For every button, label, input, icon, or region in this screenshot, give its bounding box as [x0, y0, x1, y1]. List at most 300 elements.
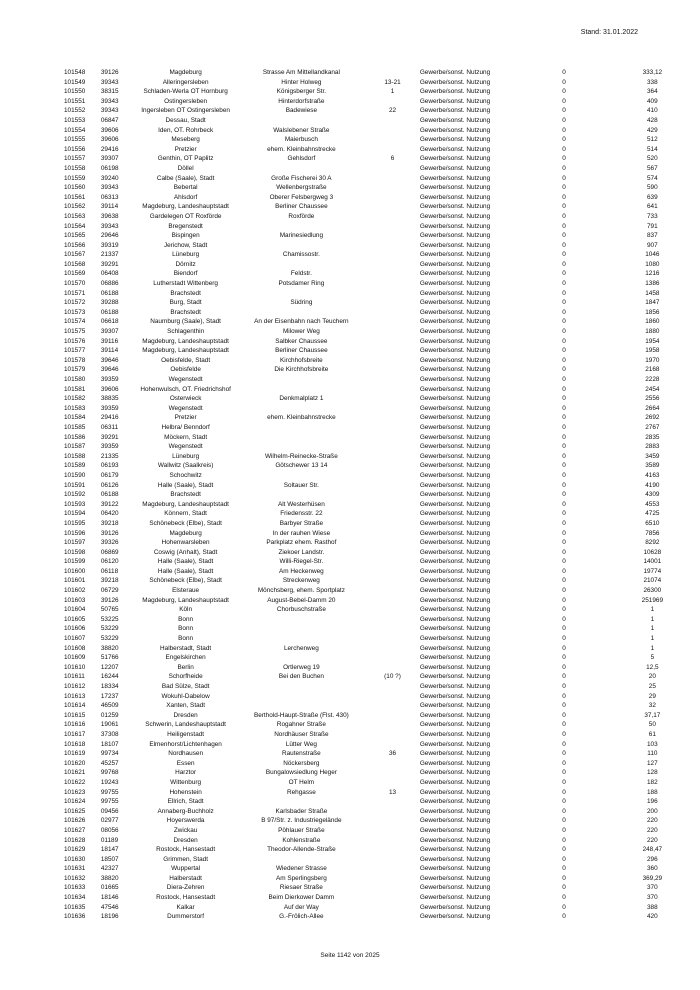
postal-code-cell: 38835	[100, 395, 119, 403]
house-number-cell	[365, 615, 420, 625]
area-cell: 2883	[645, 443, 660, 451]
street-cell: Rogahner Straße	[276, 721, 326, 729]
row-id-cell: 101576	[64, 337, 86, 345]
row-id-cell: 101633	[64, 884, 86, 892]
table-row	[64, 836, 700, 846]
area-cell: 420	[647, 913, 658, 921]
street-cell: Rehgasse	[286, 788, 316, 796]
usage-type-cell: Gewerbe/sonst. Nutzung	[419, 778, 491, 786]
table-row	[64, 145, 700, 155]
street-cell: Wiedener Strasse	[275, 865, 327, 873]
table-row	[64, 154, 700, 164]
row-id-cell: 101590	[64, 471, 86, 479]
postal-code-cell: 06126	[100, 481, 119, 489]
count-cell: 0	[562, 404, 566, 412]
table-row	[64, 903, 700, 913]
usage-type-cell: Gewerbe/sonst. Nutzung	[419, 251, 491, 259]
row-id-cell: 101612	[64, 683, 86, 690]
city-cell: Hohenstein	[169, 788, 202, 796]
street-cell	[238, 634, 366, 644]
usage-type-cell: Gewerbe/sonst. Nutzung	[419, 184, 491, 192]
street-cell: Maierbusch	[284, 136, 318, 144]
postal-code-cell: 38820	[100, 644, 119, 652]
house-number-cell	[365, 452, 420, 462]
row-id-cell: 101608	[64, 644, 86, 652]
street-cell: Badewiese	[285, 107, 317, 115]
house-number-cell: (10 ?)	[384, 673, 401, 681]
area-cell: 388	[647, 903, 658, 911]
city-cell: Schorfheide	[168, 673, 203, 681]
row-id-cell: 101559	[64, 174, 86, 182]
row-id-cell: 101562	[64, 203, 86, 211]
row-id-cell: 101596	[64, 529, 86, 537]
city-cell: Osterwieck	[169, 395, 202, 403]
area-cell: 333,12	[642, 69, 663, 76]
street-cell: Theodor-Allende-Straße	[267, 846, 336, 854]
row-id-cell: 101566	[64, 241, 86, 249]
row-id-cell: 101625	[64, 807, 86, 815]
usage-type-cell: Gewerbe/sonst. Nutzung	[419, 673, 491, 681]
count-cell: 0	[562, 539, 566, 547]
table-row	[64, 365, 700, 375]
table-row	[64, 164, 700, 174]
table-row	[64, 893, 700, 903]
area-cell: 20	[648, 673, 656, 681]
usage-type-cell: Gewerbe/sonst. Nutzung	[419, 385, 491, 393]
area-cell: 1386	[645, 280, 660, 288]
count-cell: 0	[562, 280, 566, 288]
postal-code-cell: 99734	[100, 750, 119, 758]
area-cell: 364	[647, 88, 658, 96]
house-number-cell	[365, 193, 420, 203]
row-id-cell: 101549	[64, 78, 86, 86]
usage-type-cell: Gewerbe/sonst. Nutzung	[419, 558, 491, 566]
street-cell: Soltauer Str.	[283, 481, 319, 489]
street-cell: Willi-Riegel-Str.	[279, 558, 324, 566]
usage-type-cell: Gewerbe/sonst. Nutzung	[419, 826, 491, 834]
table-row	[64, 327, 700, 337]
row-id-cell: 101621	[64, 769, 86, 777]
table-row	[64, 116, 700, 126]
area-cell: 248,47	[642, 846, 663, 854]
area-cell: 360	[647, 865, 658, 873]
postal-code-cell: 99768	[100, 769, 119, 777]
postal-code-cell: 21335	[100, 452, 119, 460]
usage-type-cell: Gewerbe/sonst. Nutzung	[419, 78, 491, 86]
street-cell: Friedensstr. 22	[280, 510, 323, 518]
street-cell: Mönchsberg, ehem. Sportplatz	[257, 587, 345, 595]
postal-code-cell: 06188	[100, 289, 119, 297]
table-row	[64, 423, 700, 433]
postal-code-cell: 39343	[100, 222, 119, 230]
area-cell: 1	[650, 606, 655, 614]
city-cell: Halle (Saale), Stadt	[157, 481, 214, 489]
table-row	[64, 279, 700, 289]
row-id-cell: 101589	[64, 462, 86, 470]
usage-type-cell: Gewerbe/sonst. Nutzung	[419, 97, 491, 105]
count-cell: 0	[562, 644, 566, 652]
count-cell: 0	[562, 347, 566, 355]
area-cell: 512	[647, 136, 658, 144]
usage-type-cell: Gewerbe/sonst. Nutzung	[419, 836, 491, 844]
street-cell: Oberer Felsbergweg 3	[269, 193, 334, 201]
count-cell: 0	[562, 615, 566, 623]
city-cell: Magdeburg	[169, 69, 202, 76]
house-number-cell	[365, 116, 420, 126]
row-id-cell: 101607	[64, 635, 86, 643]
count-cell: 0	[562, 884, 566, 892]
count-cell: 0	[562, 769, 566, 777]
area-cell: 29	[648, 692, 656, 700]
area-cell: 409	[647, 97, 658, 105]
usage-type-cell: Gewerbe/sonst. Nutzung	[419, 423, 491, 431]
count-cell: 0	[562, 145, 566, 153]
count-cell: 0	[562, 241, 566, 249]
count-cell: 0	[562, 759, 566, 767]
count-cell: 0	[562, 337, 566, 345]
house-number-cell	[365, 605, 420, 615]
table-row	[64, 730, 700, 740]
usage-type-cell: Gewerbe/sonst. Nutzung	[419, 299, 491, 307]
city-cell: Xanten, Stadt	[166, 702, 205, 710]
area-cell: 196	[647, 798, 658, 806]
usage-type-cell: Gewerbe/sonst. Nutzung	[419, 865, 491, 873]
count-cell: 0	[562, 289, 566, 297]
postal-code-cell: 39291	[100, 433, 119, 441]
count-cell: 0	[562, 558, 566, 566]
city-cell: Brachstedt	[170, 308, 201, 316]
city-cell: Schochwitz	[169, 471, 202, 479]
area-cell: 1970	[645, 356, 660, 364]
count-cell: 0	[562, 414, 566, 422]
house-number-cell	[365, 183, 420, 193]
city-cell: Magdeburg, Landeshauptstadt	[142, 596, 229, 604]
street-cell	[238, 701, 366, 711]
postal-code-cell: 06886	[100, 280, 119, 288]
street-cell: OT Helm	[288, 778, 315, 786]
table-row	[64, 864, 700, 874]
street-cell: Am Sperlingsberg	[275, 874, 327, 882]
city-cell: Möckern, Stadt	[164, 433, 208, 441]
row-id-cell: 101616	[64, 721, 86, 729]
postal-code-cell: 06188	[100, 308, 119, 316]
city-cell: Bad Sülze, Stadt	[161, 683, 210, 690]
table-row	[64, 682, 700, 692]
city-cell: Wuppertal	[171, 865, 201, 873]
street-cell: Bei den Buchen	[278, 673, 324, 681]
street-cell	[238, 471, 366, 481]
count-cell: 0	[562, 452, 566, 460]
postal-code-cell: 39606	[100, 385, 119, 393]
house-number-cell	[365, 212, 420, 222]
postal-code-cell: 39359	[100, 404, 119, 412]
area-cell: 14001	[643, 558, 662, 566]
area-cell: 4553	[645, 500, 660, 508]
table-row	[64, 97, 700, 107]
house-number-cell	[365, 778, 420, 788]
postal-code-cell: 39218	[100, 519, 119, 527]
area-cell: 19774	[643, 567, 662, 575]
usage-type-cell: Gewerbe/sonst. Nutzung	[419, 289, 491, 297]
postal-code-cell: 39122	[100, 500, 119, 508]
table-row	[64, 672, 700, 682]
street-cell: August-Bebel-Damm 20	[267, 596, 336, 604]
usage-type-cell: Gewerbe/sonst. Nutzung	[419, 116, 491, 124]
area-cell: 251969	[641, 596, 663, 604]
usage-type-cell: Gewerbe/sonst. Nutzung	[419, 491, 491, 499]
house-number-cell	[365, 394, 420, 404]
usage-type-cell: Gewerbe/sonst. Nutzung	[419, 471, 491, 479]
city-cell: Halle (Saale), Stadt	[157, 567, 214, 575]
postal-code-cell: 42327	[100, 865, 119, 873]
usage-type-cell: Gewerbe/sonst. Nutzung	[419, 222, 491, 230]
house-number-cell	[365, 912, 420, 922]
area-cell: 1954	[645, 337, 660, 345]
table-row	[64, 826, 700, 836]
count-cell: 0	[562, 846, 566, 854]
city-cell: Elmenhorst/Lichtenhagen	[149, 740, 222, 748]
street-cell: Marinesiedlung	[279, 232, 324, 240]
row-id-cell: 101579	[64, 366, 86, 374]
area-cell: 1046	[645, 251, 660, 259]
street-cell: Südring	[290, 299, 313, 307]
street-cell: Ziekoer Landstr.	[278, 548, 325, 556]
street-cell: Rautenstraße	[282, 750, 321, 758]
area-cell: 103	[647, 740, 658, 748]
row-id-cell: 101564	[64, 222, 86, 230]
usage-type-cell: Gewerbe/sonst. Nutzung	[419, 337, 491, 345]
table-row	[64, 605, 700, 615]
usage-type-cell: Gewerbe/sonst. Nutzung	[419, 136, 491, 144]
city-cell: Naumburg (Saale), Stadt	[150, 318, 221, 326]
usage-type-cell: Gewerbe/sonst. Nutzung	[419, 539, 491, 547]
table-row	[64, 471, 700, 481]
city-cell: Magdeburg, Landeshauptstadt	[142, 337, 229, 345]
count-cell: 0	[562, 318, 566, 326]
table-row	[64, 711, 700, 721]
count-cell: 0	[562, 587, 566, 595]
table-row	[64, 404, 700, 414]
count-cell: 0	[562, 97, 566, 105]
table-row	[64, 433, 700, 443]
area-cell: 907	[647, 241, 658, 249]
row-id-cell: 101563	[64, 212, 86, 220]
row-id-cell: 101600	[64, 567, 86, 575]
usage-type-cell: Gewerbe/sonst. Nutzung	[419, 433, 491, 441]
city-cell: Bregenstedt	[168, 222, 203, 230]
table-row	[64, 68, 700, 78]
area-cell: 37,17	[644, 711, 661, 719]
postal-code-cell: 19243	[100, 778, 119, 786]
row-id-cell: 101617	[64, 730, 86, 738]
area-cell: 514	[647, 145, 658, 153]
street-cell	[238, 222, 366, 232]
city-cell: Dörnitz	[175, 260, 196, 268]
row-id-cell: 101629	[64, 846, 86, 854]
stand-date: Stand: 31.01.2022	[580, 29, 638, 36]
house-number-cell	[365, 164, 420, 174]
house-number-cell	[365, 413, 420, 423]
area-cell: 1880	[645, 328, 660, 336]
house-number-cell	[365, 365, 420, 375]
table-row	[64, 231, 700, 241]
row-id-cell: 101628	[64, 836, 86, 844]
usage-type-cell: Gewerbe/sonst. Nutzung	[419, 510, 491, 518]
row-id-cell: 101611	[64, 673, 85, 681]
street-cell: Kohlenstraße	[282, 836, 321, 844]
usage-type-cell: Gewerbe/sonst. Nutzung	[419, 260, 491, 268]
row-id-cell: 101598	[64, 548, 86, 556]
street-cell	[238, 797, 366, 807]
row-id-cell: 101624	[64, 798, 86, 806]
table-row	[64, 768, 700, 778]
row-id-cell: 101601	[64, 577, 86, 585]
city-cell: Bispingen	[171, 232, 200, 240]
usage-type-cell: Gewerbe/sonst. Nutzung	[419, 481, 491, 489]
row-id-cell: 101602	[64, 587, 86, 595]
usage-type-cell: Gewerbe/sonst. Nutzung	[419, 855, 491, 863]
table-row	[64, 720, 700, 730]
house-number-cell: 1	[390, 88, 395, 96]
city-cell: Köln	[179, 606, 193, 614]
city-cell: Halberstadt, Stadt	[160, 644, 212, 652]
area-cell: 25	[648, 683, 656, 690]
usage-type-cell: Gewerbe/sonst. Nutzung	[419, 702, 491, 710]
street-cell: Wellenbergstraße	[276, 184, 327, 192]
count-cell: 0	[562, 251, 566, 259]
count-cell: 0	[562, 778, 566, 786]
usage-type-cell: Gewerbe/sonst. Nutzung	[419, 740, 491, 748]
house-number-cell	[365, 279, 420, 289]
postal-code-cell: 53225	[100, 615, 119, 623]
city-cell: Rostock, Hansestadt	[156, 846, 216, 854]
house-number-cell	[365, 903, 420, 913]
postal-code-cell: 39126	[100, 69, 119, 76]
usage-type-cell: Gewerbe/sonst. Nutzung	[419, 644, 491, 652]
street-cell: B 97/Str. z. Industriegelände	[261, 817, 342, 825]
house-number-cell	[365, 202, 420, 212]
house-number-cell	[365, 231, 420, 241]
usage-type-cell: Gewerbe/sonst. Nutzung	[419, 759, 491, 767]
house-number-cell	[365, 481, 420, 491]
usage-type-cell: Gewerbe/sonst. Nutzung	[419, 164, 491, 172]
street-cell	[238, 375, 366, 385]
row-id-cell: 101552	[64, 107, 86, 115]
row-id-cell: 101632	[64, 874, 86, 882]
city-cell: Oebisfelde, Stadt	[161, 356, 211, 364]
street-cell: Berthold-Haupt-Straße (Flst. 430)	[253, 711, 349, 719]
row-id-cell: 101553	[64, 116, 86, 124]
city-cell: Iden, OT. Rohrbeck	[158, 126, 214, 134]
city-cell: Dummerstorf	[167, 913, 205, 921]
count-cell: 0	[562, 663, 566, 671]
area-cell: 4725	[645, 510, 660, 518]
house-number-cell	[365, 308, 420, 318]
usage-type-cell: Gewerbe/sonst. Nutzung	[419, 625, 491, 633]
postal-code-cell: 01665	[100, 884, 119, 892]
table-row	[64, 548, 700, 558]
row-id-cell: 101609	[64, 654, 86, 662]
city-cell: Alleringersleben	[162, 78, 209, 86]
city-cell: Schwerin, Landeshauptstadt	[145, 721, 226, 729]
street-cell: Ortlerweg 19	[283, 663, 320, 671]
city-cell: Heiligenstadt	[167, 730, 205, 738]
row-id-cell: 101555	[64, 136, 86, 144]
area-cell: 296	[647, 855, 658, 863]
postal-code-cell: 06311	[100, 423, 119, 431]
area-cell: 4190	[645, 481, 660, 489]
area-cell: 50	[648, 721, 656, 729]
table-row	[64, 797, 700, 807]
area-cell: 2835	[645, 433, 660, 441]
count-cell: 0	[562, 711, 566, 719]
area-cell: 428	[647, 116, 658, 124]
table-body	[64, 68, 700, 922]
area-cell: 3459	[645, 452, 660, 460]
area-cell: 220	[647, 836, 658, 844]
usage-type-cell: Gewerbe/sonst. Nutzung	[419, 654, 491, 662]
count-cell: 0	[562, 376, 566, 383]
house-number-cell	[365, 682, 420, 692]
usage-type-cell: Gewerbe/sonst. Nutzung	[419, 270, 491, 278]
area-cell: 3589	[645, 462, 660, 470]
usage-type-cell: Gewerbe/sonst. Nutzung	[419, 328, 491, 336]
postal-code-cell: 06847	[100, 116, 119, 124]
street-cell	[238, 653, 366, 663]
house-number-cell	[365, 874, 420, 884]
table-row	[64, 490, 700, 500]
usage-type-cell: Gewerbe/sonst. Nutzung	[419, 203, 491, 211]
area-cell: 370	[647, 894, 658, 902]
city-cell: Dresden	[173, 711, 198, 719]
city-cell: Wallwitz (Saalkreis)	[157, 462, 214, 470]
row-id-cell: 101577	[64, 347, 86, 355]
count-cell: 0	[562, 78, 566, 86]
city-cell: Könnern, Stadt	[164, 510, 207, 518]
usage-type-cell: Gewerbe/sonst. Nutzung	[419, 193, 491, 201]
house-number-cell	[365, 529, 420, 539]
count-cell: 0	[562, 836, 566, 844]
house-number-cell	[365, 845, 420, 855]
row-id-cell: 101594	[64, 510, 86, 518]
row-id-cell: 101631	[64, 865, 86, 873]
count-cell: 0	[562, 222, 566, 230]
area-cell: 1958	[645, 347, 660, 355]
usage-type-cell: Gewerbe/sonst. Nutzung	[419, 788, 491, 796]
count-cell: 0	[562, 692, 566, 700]
city-cell: Calbe (Saale), Stadt	[156, 174, 215, 182]
row-id-cell: 101568	[64, 260, 86, 268]
city-cell: Jerichow, Stadt	[163, 241, 208, 249]
house-number-cell: 22	[388, 107, 397, 115]
postal-code-cell: 29416	[100, 145, 119, 153]
table-row	[64, 509, 700, 519]
postal-code-cell: 39116	[100, 337, 119, 345]
count-cell: 0	[562, 69, 566, 76]
street-cell	[238, 241, 366, 251]
area-cell: 2692	[645, 414, 660, 422]
city-cell: Meseberg	[171, 136, 200, 144]
count-cell: 0	[562, 654, 566, 662]
city-cell: Rostock, Hansestadt	[156, 894, 216, 902]
usage-type-cell: Gewerbe/sonst. Nutzung	[419, 88, 491, 96]
postal-code-cell: 50765	[100, 606, 119, 614]
street-cell	[238, 624, 366, 634]
row-id-cell: 101636	[64, 913, 86, 921]
house-number-cell	[365, 816, 420, 826]
postal-code-cell: 39240	[100, 174, 119, 182]
count-cell: 0	[562, 443, 566, 451]
